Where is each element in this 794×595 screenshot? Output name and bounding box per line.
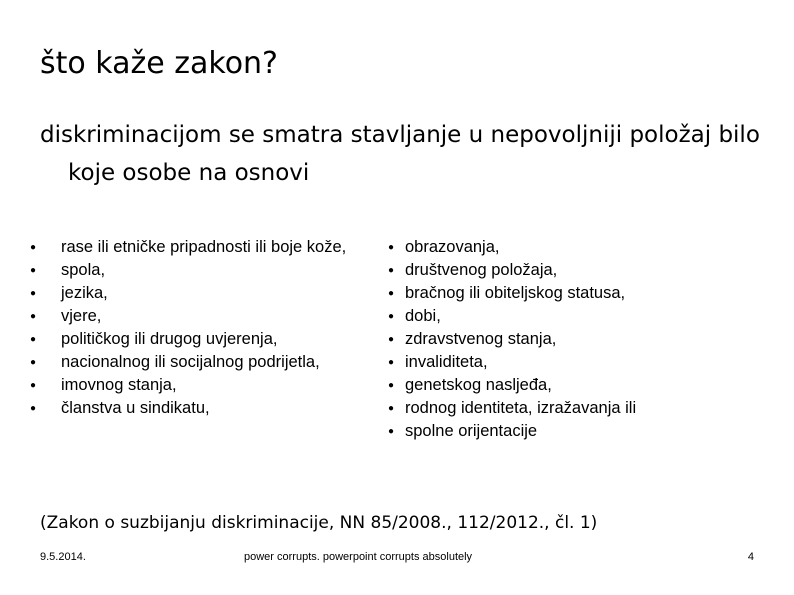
bullet-icon <box>388 259 394 282</box>
list-item <box>388 259 768 282</box>
list-item-text: spola, <box>61 261 106 279</box>
list-item <box>30 351 380 374</box>
list-item <box>388 236 768 259</box>
bullet-icon <box>30 351 36 374</box>
list-item <box>30 374 380 397</box>
bullet-icon <box>30 259 36 282</box>
list-item <box>388 351 768 374</box>
list-item-text: dobi, <box>405 307 441 325</box>
list-item-text: rase ili etničke pripadnosti ili boje kože, <box>61 238 347 256</box>
list-item <box>30 328 380 351</box>
bullet-icon <box>30 328 36 351</box>
slide-title: što kaže zakon? <box>40 46 278 81</box>
list-item-text: jezika, <box>61 284 108 302</box>
bullet-icon <box>388 397 394 420</box>
list-item-text: obrazovanja, <box>405 238 500 256</box>
bullet-icon <box>30 305 36 328</box>
page-number: 4 <box>747 551 754 563</box>
list-item-text: nacionalnog ili socijalnog podrijetla, <box>61 353 320 371</box>
list-item-text: članstva u sindikatu, <box>61 399 210 417</box>
bullet-icon <box>388 328 394 351</box>
bullet-icon <box>30 397 36 420</box>
bullet-icon <box>388 282 394 305</box>
left-bullet-list <box>30 236 380 420</box>
intro-paragraph: diskriminacijom se smatra stavljanje u nepovoljniji položaj bilo koje osobe na osnovi <box>40 122 760 186</box>
list-item <box>388 397 768 420</box>
list-item <box>388 420 768 443</box>
list-item-text: vjere, <box>61 307 102 325</box>
list-item-text: bračnog ili obiteljskog statusa, <box>405 284 626 302</box>
bullet-icon <box>30 282 36 305</box>
list-item <box>30 305 380 328</box>
footer-date: 9.5.2014. <box>40 551 86 563</box>
list-item <box>388 374 768 397</box>
list-item <box>388 305 768 328</box>
list-item-text: genetskog nasljeđa, <box>405 376 552 394</box>
list-item-text: političkog ili drugog uvjerenja, <box>61 330 278 348</box>
list-item-text: invaliditeta, <box>405 353 488 371</box>
list-item-text: društvenog položaja, <box>405 261 558 279</box>
list-item <box>30 397 380 420</box>
law-citation: (Zakon o suzbijanju diskriminacije, NN 85/2008., 112/2012., čl. 1) <box>40 513 598 533</box>
list-item <box>30 282 380 305</box>
bullet-icon <box>388 420 394 443</box>
list-item-text: zdravstvenog stanja, <box>405 330 557 348</box>
list-item <box>30 236 380 259</box>
footer-caption: power corrupts. powerpoint corrupts absolutely <box>244 551 473 563</box>
list-item-text: rodnog identiteta, izražavanja ili <box>405 399 637 417</box>
list-item-text: spolne orijentacije <box>405 422 538 440</box>
list-item-text: imovnog stanja, <box>61 376 177 394</box>
bullet-icon <box>30 236 36 259</box>
right-bullet-list <box>388 236 768 443</box>
bullet-icon <box>30 374 36 397</box>
list-item <box>30 259 380 282</box>
list-item <box>388 282 768 305</box>
list-item <box>388 328 768 351</box>
bullet-icon <box>388 236 394 259</box>
bullet-icon <box>388 374 394 397</box>
bullet-icon <box>388 305 394 328</box>
bullet-icon <box>388 351 394 374</box>
